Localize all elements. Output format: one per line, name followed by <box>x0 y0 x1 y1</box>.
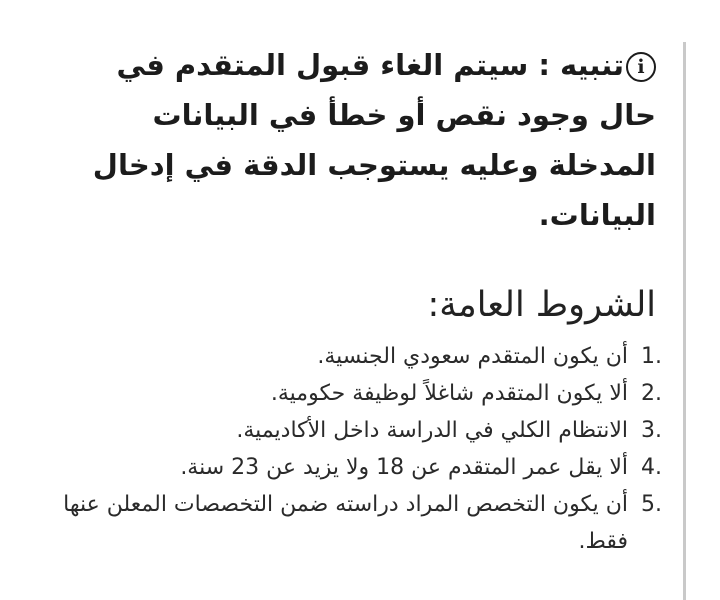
item-text: الانتظام الكلي في الدراسة داخل الأكاديمية. <box>236 418 628 443</box>
list-item <box>50 412 662 449</box>
item-number: 2. <box>641 381 662 406</box>
scrollbar-track[interactable] <box>683 42 686 600</box>
list-item <box>50 375 662 412</box>
item-number: 5. <box>641 492 662 517</box>
info-icon: i <box>626 52 656 82</box>
item-number: 4. <box>641 455 662 480</box>
item-text: ألا يكون المتقدم شاغلاً لوظيفة حكومية. <box>270 381 628 406</box>
list-item <box>50 338 662 375</box>
content-area <box>50 40 662 560</box>
notice-text: تنبيه : سيتم الغاء قبول المتقدم في حال وجود نقص أو خطأ في البيانات المدخلة وعليه يستوجب الدقة في إدخال البيانات. <box>92 48 656 232</box>
item-number: 1. <box>641 344 662 369</box>
list-item <box>50 486 662 560</box>
item-text: ألا يقل عمر المتقدم عن 18 ولا يزيد عن 23 سنة. <box>180 455 628 480</box>
notice-paragraph <box>50 40 662 240</box>
item-text: أن يكون المتقدم سعودي الجنسية. <box>317 344 628 369</box>
item-number: 3. <box>641 418 662 443</box>
general-terms-title: الشروط العامة: <box>427 285 656 325</box>
general-terms-list <box>50 338 662 560</box>
list-item <box>50 449 662 486</box>
item-text: أن يكون التخصص المراد دراسته ضمن التخصصات المعلن عنها فقط. <box>63 492 628 554</box>
